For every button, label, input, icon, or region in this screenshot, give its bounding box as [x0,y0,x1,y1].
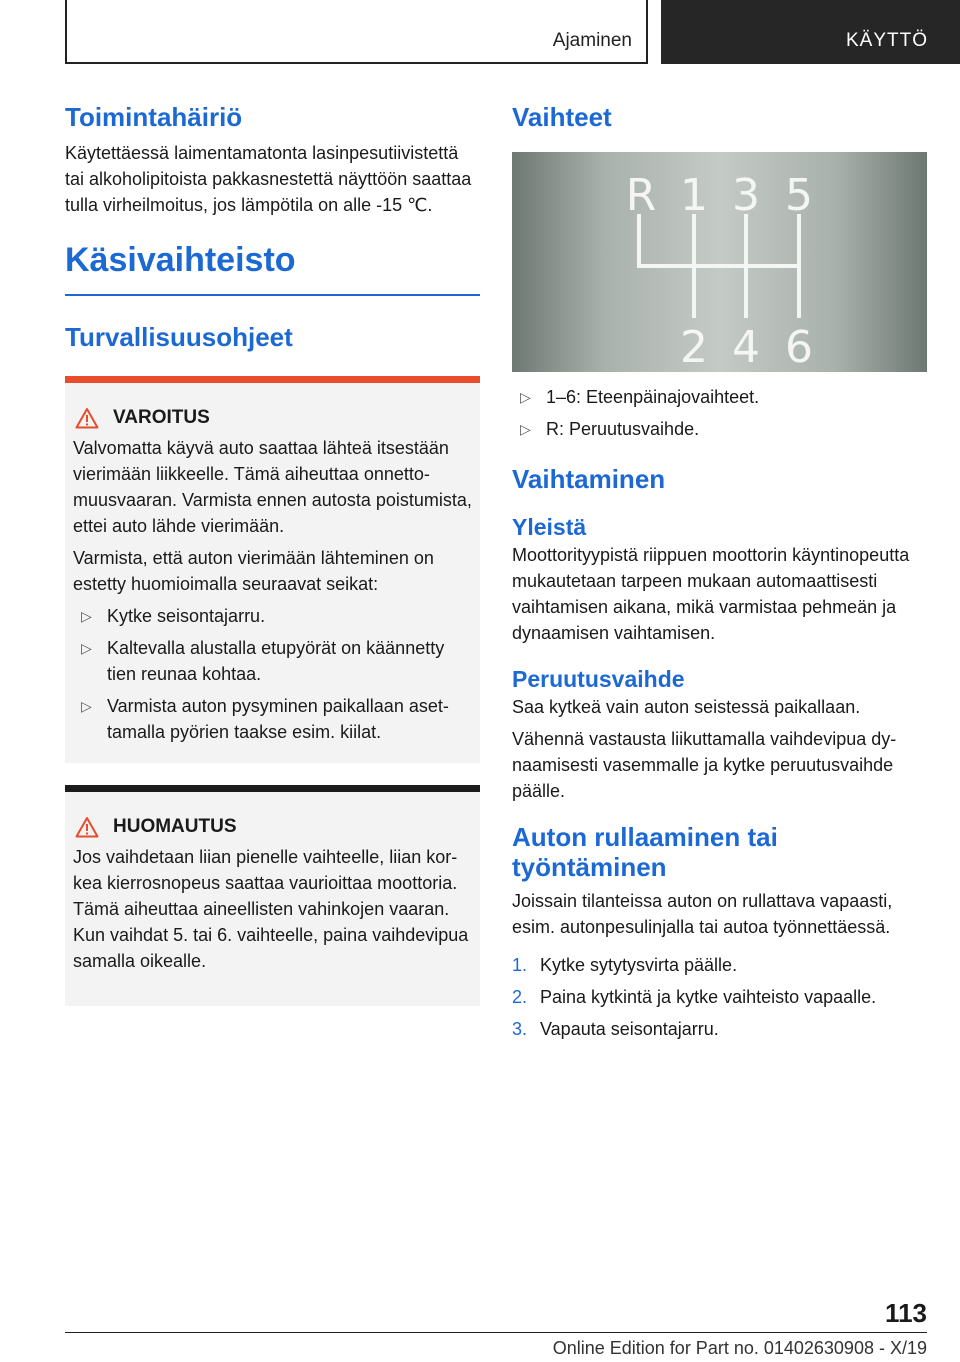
warning-text-2: Varmista, että auton vierimään lähteminen on estetty huomioimalla seuraavat seikat: [73,548,434,594]
manual-gearbox-heading: Käsivaihteisto [65,241,296,279]
step-text: Vapauta seisontajarru. [540,1019,719,1039]
warning-title [73,405,472,431]
notice-text: Jos vaihdetaan liian pienelle vaihteelle, liian korkea kierrosnopeus saattaa vaurioittaa moottoria. Tämä aiheuttaa aineellisten vahinkojen vaaran. Kun vaihdat 5. tai 6. vaihteelle, paina vaihdevipua samalla oikealle. [73,847,469,971]
notice-box [65,785,480,1006]
reverse-text-2: Vähennä vastausta liikuttamalla vaihdevipua dynaamisesti vasemmalle ja kytke peruutusvaihde päälle. [512,729,897,801]
footer-rule [65,1332,927,1333]
warning-triangle-icon [75,816,99,838]
rolling-text: Joissain tilanteissa auton on rullattava vapaasti, esim. autonpesulinjalla tai autoa työnnettäessä. [512,891,893,937]
triangle-bullet-icon: ▷ [520,421,531,437]
list-item [512,384,927,410]
fault-text: Käytettäessä laimentamatonta lasinpesutiivistettä tai alkoholipitoista pakkasnestettä näyttöön saattaa tulla virheilmoitus, jos lämpötila on alle -15 ℃. [65,143,472,215]
gear-label-4: 4 [732,322,760,372]
gear-label-5: 5 [785,170,813,221]
heading-rule [65,294,480,296]
page-number: 113 [885,1298,927,1328]
rolling-heading: Auton rullaaminen tai työntäminen [512,822,778,882]
step-text: Paina kytkintä ja kytke vaihteisto vapaalle. [540,987,877,1007]
safety-heading: Turvallisuusohjeet [65,322,293,352]
reverse-text-1: Saa kytkeä vain auton seistessä paikallaan. [512,697,861,717]
list-item-text: Kaltevalla alustalla etupyörät on käännetty tien reunaa kohtaa. [107,638,445,684]
general-heading: Yleistä [512,514,587,540]
gear-pattern-diagram [512,152,927,372]
rolling-steps [512,952,927,1042]
warning-label: VAROITUS [113,407,210,428]
footer-edition: Online Edition for Part no. 01402630908 - X/19 [552,1338,927,1358]
list-item-text: 1–6: Eteenpäinajovaihteet. [546,387,760,407]
notice-label: HUOMAUTUS [113,816,237,837]
gear-label-1: 1 [680,170,708,221]
left-column [65,100,480,1006]
step-text: Kytke sytytysvirta päälle. [540,955,738,975]
list-item [73,603,472,629]
list-item [512,416,927,442]
warning-text-1: Valvomatta käyvä auto saattaa lähteä itsestään vierimään liikkeelle. Tämä aiheuttaa onnettomuusvaaran. Varmista ennen autosta poistumista, ettei auto lähde vierimään. [73,438,472,536]
list-item [512,984,927,1010]
gears-heading: Vaihteet [512,102,612,132]
header-chapter-label: KÄYTTÖ [845,30,928,51]
warning-box [65,376,480,763]
gear-label-6: 6 [785,322,813,372]
reverse-heading: Peruutusvaihde [512,666,685,692]
header-section-tab [65,0,648,64]
right-column [512,100,927,1048]
list-item [73,635,472,687]
triangle-bullet-icon: ▷ [520,389,531,405]
notice-title [73,814,472,840]
list-item-text: R: Peruutusvaihde. [546,419,700,439]
warning-list [73,603,472,745]
general-text: Moottorityypistä riippuen moottorin käyntinopeutta mukautetaan tarpeen mukaan automaattisesti vaihtamisen aikana, mikä varmistaa pehmeän ja dynaamisen vaihtamisen. [512,545,910,643]
header-chapter-tab [661,0,960,64]
warning-triangle-icon [75,407,99,429]
gears-list [512,384,927,442]
list-item [512,952,927,978]
header-section-label: Ajaminen [552,30,632,51]
step-number: 3. [512,1019,528,1039]
shifting-heading: Vaihtaminen [512,464,666,494]
gear-label-r: R [625,170,657,221]
list-item-text: Varmista auton pysyminen paikallaan asettamalla pyörien taakse esim. kiilat. [107,696,449,742]
list-item-text: Kytke seisontajarru. [107,606,266,626]
fault-heading: Toimintahäiriö [65,102,243,132]
triangle-bullet-icon: ▷ [81,698,92,714]
step-number: 1. [512,955,528,975]
list-item [512,1016,927,1042]
list-item [73,693,472,745]
triangle-bullet-icon: ▷ [81,640,92,656]
gear-label-3: 3 [732,170,760,221]
step-number: 2. [512,987,528,1007]
gear-shift-pattern-image [512,152,927,372]
gear-label-2: 2 [680,322,708,372]
triangle-bullet-icon: ▷ [81,608,92,624]
